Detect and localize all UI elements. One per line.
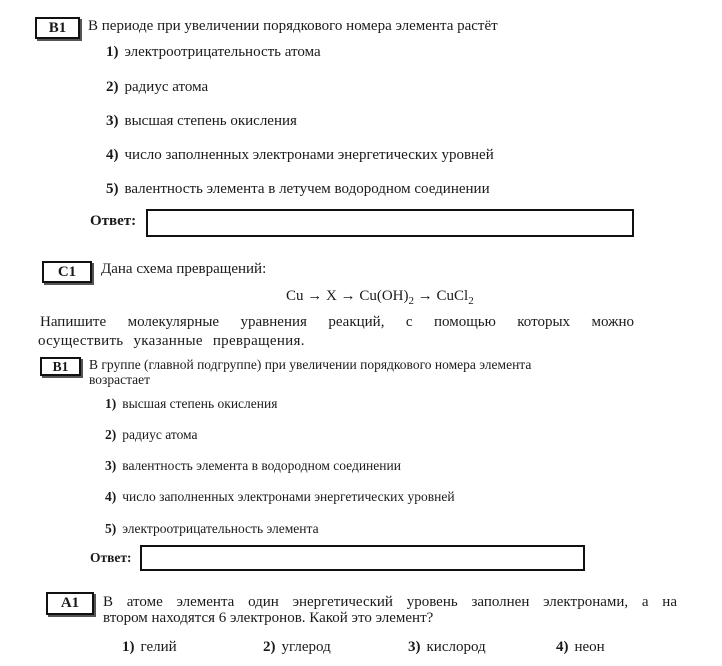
question-text-line-2: втором находятся 6 электронов. Какой это элемент?	[103, 610, 434, 626]
option-3[interactable]	[408, 639, 486, 656]
option-text: радиус атома	[122, 427, 198, 442]
option-4[interactable]	[105, 489, 455, 505]
question-text: В периоде при увеличении порядкового номера элемента растёт	[88, 18, 498, 34]
question-text-line-2: возрастает	[89, 372, 151, 387]
option-text: высшая степень окисления	[124, 113, 297, 129]
option-1[interactable]	[105, 396, 277, 412]
option-text: неон	[574, 639, 605, 655]
option-2[interactable]	[106, 79, 208, 96]
question-text: Дана схема превращений:	[101, 261, 267, 277]
option-4[interactable]	[556, 639, 605, 656]
question-label-c1: C1	[42, 261, 92, 283]
option-number: 2)	[106, 79, 119, 95]
question-label-a1: A1	[46, 592, 94, 615]
option-5[interactable]	[106, 181, 490, 198]
answer-label: Ответ:	[90, 213, 137, 229]
option-text: кислород	[426, 639, 486, 655]
option-text: валентность элемента в водородном соединении	[122, 458, 401, 473]
option-number: 5)	[105, 521, 117, 536]
answer-field[interactable]	[146, 209, 634, 237]
option-number: 2)	[263, 639, 276, 655]
option-text: высшая степень окисления	[122, 396, 278, 411]
option-5[interactable]	[105, 521, 319, 537]
option-3[interactable]	[105, 458, 401, 474]
option-2[interactable]	[105, 427, 198, 443]
option-number: 4)	[556, 639, 569, 655]
option-text: число заполненных электронами энергетических уровней	[124, 147, 494, 163]
option-text: углерод	[281, 639, 331, 655]
option-text: число заполненных электронами энергетических уровней	[122, 489, 455, 504]
option-3[interactable]	[106, 113, 297, 130]
instruction-line-2: осуществить указанные превращения.	[38, 333, 305, 349]
option-number: 3)	[105, 458, 117, 473]
question-label-b1: B1	[40, 357, 81, 376]
option-text: электроотрицательность атома	[124, 44, 321, 60]
option-4[interactable]	[106, 147, 494, 164]
option-number: 4)	[106, 147, 119, 163]
option-text: гелий	[140, 639, 177, 655]
question-text-line-1: В группе (главной подгруппе) при увеличении порядкового номера элемента	[89, 357, 532, 372]
option-number: 1)	[105, 396, 117, 411]
option-number: 5)	[106, 181, 119, 197]
option-number: 4)	[105, 489, 117, 504]
option-text: электроотрицательность элемента	[122, 521, 319, 536]
question-text-line-1: В атоме элемента один энергетический уровень заполнен электронами, а на	[103, 594, 677, 610]
option-1[interactable]	[106, 44, 321, 61]
instruction-line-1: Напишите молекулярные уравнения реакций, с помощью которых можно	[40, 314, 634, 330]
option-text: валентность элемента в летучем водородном соединении	[124, 181, 490, 197]
option-text: радиус атома	[124, 79, 209, 95]
option-number: 3)	[106, 113, 119, 129]
option-2[interactable]	[263, 639, 331, 656]
option-number: 3)	[408, 639, 421, 655]
option-number: 2)	[105, 427, 117, 442]
answer-field[interactable]	[140, 545, 585, 571]
option-number: 1)	[122, 639, 135, 655]
reaction-scheme: $Cu \to X \to Cu(OH)_2$ → CuCl$_2$	[286, 288, 474, 307]
question-label-b1: B1	[35, 17, 80, 39]
answer-label: Ответ:	[90, 550, 132, 565]
option-number: 1)	[106, 44, 119, 60]
option-1[interactable]	[122, 639, 177, 656]
